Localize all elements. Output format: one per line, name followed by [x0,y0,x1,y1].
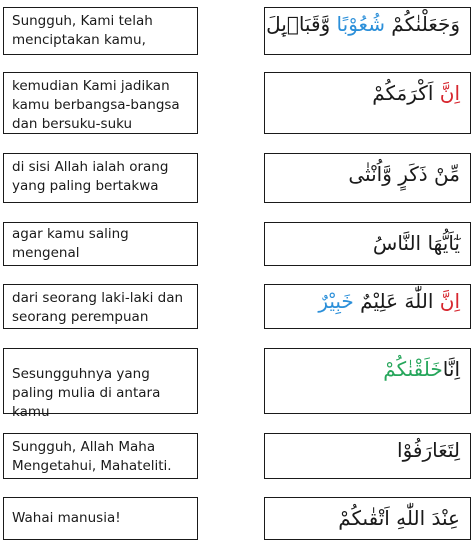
arabic-text-7 [397,436,460,462]
meaning-text-5: dari seorang laki-laki dan seorang perempuan [12,290,184,325]
meaning-box-6 [3,348,198,420]
arabic-text-1 [266,10,460,36]
meaning-text-4: agar kamu saling mengenal [12,226,129,261]
meaning-text-1: Sungguh, Kami telah menciptakan kamu, [12,13,153,48]
arabic-text-3 [348,156,460,186]
arabic-text-8 [338,500,460,530]
meaning-text-3: di sisi Allah ialah orang yang paling bertakwa [12,159,169,194]
arabic-part: اللّٰهَ عَلِيْمٌ [353,289,440,313]
arabic-part-blue: خَبِيْرٌ [318,289,354,313]
arabic-part: لِتَعَارَفُوْا [397,438,460,462]
arabic-box-5 [264,284,471,329]
arabic-box-6 [264,348,471,414]
arabic-box-3 [264,153,471,203]
arabic-part: عِنْدَ اللّٰهِ اَتْقٰىكُمْ [338,506,460,530]
meaning-text-7: Sungguh, Allah Maha Mengetahui, Mahateliti. [12,439,172,474]
meaning-box-1 [3,7,198,55]
arabic-text-4 [373,225,460,255]
arabic-part: مِّنْ ذَكَرٍ وَّاُنْثٰى [348,162,460,186]
arabic-box-8 [264,497,471,540]
arabic-part: وَّقَبَاۤىِٕلَ [266,12,337,36]
arabic-text-2 [372,75,460,105]
arabic-part-red: اِنَّ [439,289,460,313]
arabic-part: يٰٓاَيُّهَا النَّاسُ [372,231,460,255]
arabic-part-red: اِنَّ [439,81,460,105]
arabic-part: اَكْرَمَكُمْ [372,81,440,105]
arabic-box-2 [264,72,471,134]
arabic-text-6 [383,351,460,381]
meaning-box-3 [3,153,198,203]
meaning-text-8: Wahai manusia! [12,510,121,526]
meaning-text-2: kemudian Kami jadikan kamu berbangsa-bangsa dan bersuku-suku [12,78,180,132]
arabic-box-4 [264,222,471,266]
arabic-part: وَجَعَلْنٰكُمْ [384,12,460,36]
meaning-text-6: Sesungguhnya yang paling mulia di antara kamu [12,366,161,420]
meaning-box-4 [3,222,198,266]
meaning-box-8 [3,497,198,540]
arabic-part-blue: شُعُوْبًا [336,12,385,36]
arabic-box-1 [264,7,471,55]
arabic-text-5 [318,287,460,313]
meaning-box-2 [3,72,198,134]
arabic-part-green: خَلَقْنٰكُمْ [383,357,443,381]
arabic-part: اِنَّا [442,357,460,381]
meaning-box-5 [3,284,198,329]
arabic-box-7 [264,433,471,479]
meaning-box-7 [3,433,198,479]
